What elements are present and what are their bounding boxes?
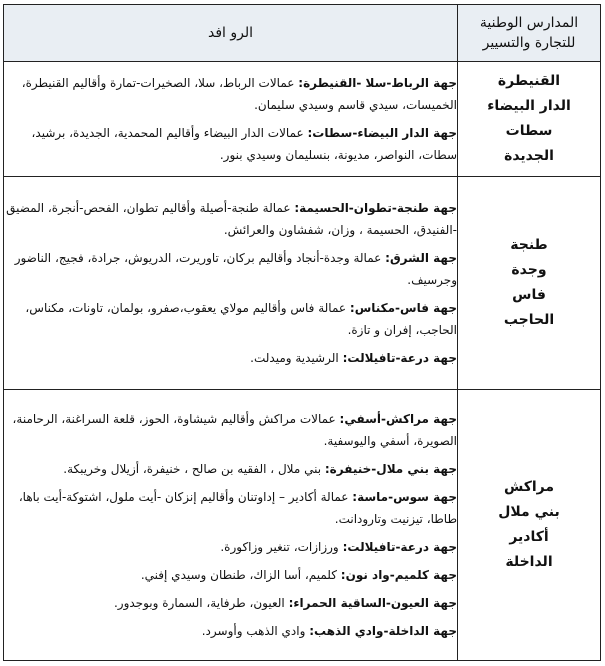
schools-cell	[458, 177, 601, 390]
region-entry	[4, 620, 457, 642]
schools-cell	[458, 390, 601, 661]
document-page	[4, 4, 601, 661]
school-name: طنجة	[510, 237, 548, 253]
region-provinces: عمالات مراكش وأقاليم شيشاوة، الحوز، قلعة السراغنة، الرحامنة، الصويرة، أسفي واليوسفية.	[12, 412, 457, 448]
region-name: جهة العيون-الساقية الحمراء:	[288, 596, 457, 610]
region-name: جهة الشرق:	[385, 251, 457, 265]
region-provinces: عمالة طنجة-أصيلة وأقاليم تطوان، الفحص-أنجرة، المضيق -الفنيدق، الحسيمة ، وزان، شفشاون والعرائش.	[6, 201, 457, 237]
region-provinces: وادي الذهب وأوسرد.	[201, 624, 306, 638]
regions-cell	[4, 177, 458, 390]
region-name: جهة درعة-تافيلالت:	[342, 540, 457, 554]
region-name: جهة الرباط-سلا -القنيطرة:	[298, 76, 457, 90]
region-provinces: الرشيدية وميدلت.	[250, 351, 339, 365]
table-row	[4, 177, 601, 390]
header-regions: الرو افد	[4, 5, 458, 62]
region-provinces: العيون، طرفاية، السمارة وبوجدور.	[113, 596, 285, 610]
region-entry	[4, 72, 457, 116]
table-row	[4, 390, 601, 661]
region-name: جهة بني ملال-خنيفرة:	[324, 462, 457, 476]
region-name: جهة درعة-تافيلالت:	[342, 351, 457, 365]
region-name: جهة سوس-ماسة:	[352, 490, 457, 504]
region-entry	[4, 592, 457, 614]
region-entry	[4, 347, 457, 369]
table-row	[4, 62, 601, 177]
school-name: فاس	[512, 287, 546, 303]
region-provinces: كلميم، أسا الزاك، طنطان وسيدي إفني.	[140, 568, 337, 582]
school-name: الحاجب	[503, 312, 555, 328]
regions-cell	[4, 390, 458, 661]
school-name: الجديدة	[504, 148, 554, 164]
region-entry	[4, 247, 457, 291]
region-provinces: ورزازات، تنغير وزاكورة.	[220, 540, 339, 554]
school-name: مراكش	[503, 479, 555, 495]
school-name: وجدة	[511, 262, 547, 278]
region-name: جهة كلميم-واد نون:	[340, 568, 457, 582]
region-entry	[4, 122, 457, 166]
school-name: سطات	[505, 123, 553, 139]
region-name: جهة مراكش-أسفي:	[339, 412, 457, 426]
region-provinces: عمالة وجدة-أنجاد وأقاليم بركان، تاوريرت، الدريوش، جرادة، فجيج، الناضور وجرسيف.	[14, 251, 457, 287]
region-entry	[4, 564, 457, 586]
region-name: جهة طنجة-تطوان-الحسيمة:	[294, 201, 457, 215]
region-entry	[4, 458, 457, 480]
schools-regions-table	[3, 4, 601, 661]
region-provinces: عمالات الرباط، سلا، الصخيرات-تمارة وأقاليم القنيطرة، الخميسات، سيدي قاسم وسيدي سليمان.	[21, 76, 457, 112]
header-schools: المدارس الوطنية للتجارة والتسيير	[458, 5, 601, 62]
regions-cell	[4, 62, 458, 177]
region-provinces: عمالات الدار البيضاء وأقاليم المحمدية، الجديدة، برشيد، سطات، النواصر، مديونة، بنسليمان وسيدي بنور.	[31, 126, 457, 162]
region-name: جهة الدار البيضاء-سطات:	[307, 126, 457, 140]
region-provinces: بني ملال ، الفقيه بن صالح ، خنيفرة، أزيلال وخريبكة.	[63, 462, 322, 476]
region-entry	[4, 536, 457, 558]
region-entry	[4, 197, 457, 241]
school-name: بني ملال	[498, 504, 560, 520]
region-name: جهة الداخلة-وادي الذهب:	[309, 624, 457, 638]
school-name: القنيطرة	[497, 73, 561, 89]
region-provinces: عمالة فاس وأقاليم مولاي يعقوب،صفرو، بولمان، تاونات، مكناس، الحاجب، إفران و تازة.	[25, 301, 457, 337]
region-entry	[4, 486, 457, 530]
region-name: جهة فاس-مكناس:	[349, 301, 457, 315]
region-provinces: عمالة أكادير – إداوتنان وأقاليم إنزكان -أيت ملول، اشتوكة-أيت باها، طاطا، تيزنيت وتارودانت.	[18, 490, 457, 526]
region-entry	[4, 408, 457, 452]
schools-cell	[458, 62, 601, 177]
table-header-row	[4, 5, 601, 62]
region-entry	[4, 297, 457, 341]
school-name: أكادير	[509, 529, 549, 545]
school-name: الداخلة	[505, 554, 553, 570]
school-name: الدار البيضاء	[487, 98, 571, 114]
